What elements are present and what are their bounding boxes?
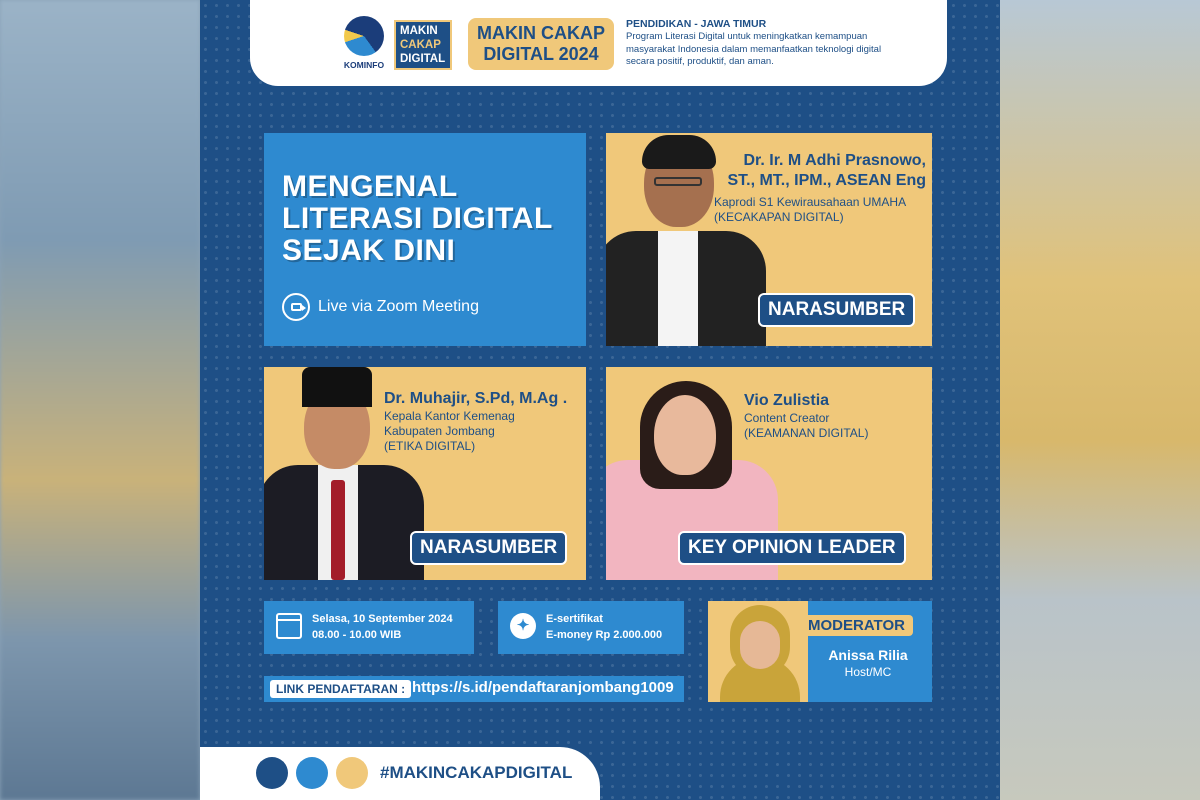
speaker-name: Vio Zulistia (744, 392, 830, 409)
registration-link[interactable]: https://s.id/pendaftaranjombang1009 (412, 679, 674, 696)
speaker-role-text: Content Creator (744, 411, 830, 425)
speaker-role-line-2: Kabupaten Jombang (384, 424, 495, 438)
speaker-name-line-1: Dr. Ir. M Adhi Prasnowo, (743, 152, 926, 169)
program-desc-text: Program Literasi Digital untuk meningkatkan kemampuan masyarakat Indonesia dalam memanfaatkan teknologi digital secara positif, produktif, dan aman. (626, 31, 882, 67)
badge-line-2: DIGITAL 2024 (483, 44, 599, 64)
speaker-name (716, 151, 926, 191)
speaker-tag: NARASUMBER (410, 531, 567, 565)
speaker-role-line-1: Kepala Kantor Kemenag (384, 409, 515, 423)
speaker-topic: (KECAKAPAN DIGITAL) (714, 210, 844, 224)
speaker-card-3 (606, 367, 932, 580)
kominfo-logo (340, 16, 388, 74)
benefit-certificate: E-sertifikat (546, 613, 603, 625)
logo-line-1: MAKIN (400, 25, 438, 37)
speaker-name: Dr. Muhajir, S.Pd, M.Ag . (384, 390, 568, 407)
gift-icon: ✦ (510, 613, 536, 639)
header-banner (250, 0, 947, 86)
speaker-role (744, 411, 868, 441)
badge-line-1: MAKIN CAKAP (477, 23, 605, 43)
background-blur-right (1000, 0, 1200, 800)
speaker-role (714, 195, 906, 225)
moderator-name: Anissa Rilia (828, 647, 908, 663)
moderator-panel (708, 601, 932, 702)
benefits-text (546, 611, 662, 643)
speaker-tag: NARASUMBER (758, 293, 915, 327)
schedule-text (312, 611, 453, 643)
hashtag: #MAKINCAKAPDIGITAL (380, 763, 573, 782)
logo-line-3: DIGITAL (400, 53, 446, 65)
speaker-topic: (ETIKA DIGITAL) (384, 439, 476, 453)
speaker-card-1 (606, 133, 932, 346)
registration-label: LINK PENDAFTARAN : (270, 680, 411, 698)
makin-cakap-digital-logo (394, 20, 452, 70)
event-poster (200, 0, 1000, 800)
event-title-panel (264, 133, 586, 346)
platform-text: Live via Zoom Meeting (318, 298, 479, 315)
speaker-topic: (KEAMANAN DIGITAL) (744, 426, 869, 440)
speaker-role (384, 409, 515, 454)
event-title (282, 171, 553, 267)
speaker-role-text: Kaprodi S1 Kewirausahaan UMAHA (714, 195, 907, 209)
video-camera-icon (282, 293, 310, 321)
kominfo-label: KOMINFO (343, 60, 385, 70)
blue-dot-icon (296, 757, 328, 789)
title-line-1: MENGENAL (282, 170, 458, 203)
moderator-role: Host/MC (844, 665, 892, 679)
title-line-3: SEJAK DINI (282, 234, 456, 267)
kominfo-emblem-icon (344, 16, 384, 56)
title-line-2: LITERASI DIGITAL (282, 202, 553, 235)
logo-line-2: CAKAP (400, 39, 441, 51)
speaker-name-line-2: ST., MT., IPM., ASEAN Eng (727, 172, 926, 189)
navy-dot-icon (256, 757, 288, 789)
moderator-photo (708, 601, 808, 702)
speaker-tag: KEY OPINION LEADER (678, 531, 906, 565)
schedule-time: 08.00 - 10.00 WIB (312, 629, 402, 641)
schedule-date: Selasa, 10 September 2024 (312, 613, 453, 625)
program-title: PENDIDIKAN - JAWA TIMUR (626, 18, 767, 30)
moderator-tag: MODERATOR (800, 615, 913, 636)
footer-bar (200, 747, 600, 800)
background-blur-left (0, 0, 200, 800)
calendar-icon (276, 613, 302, 639)
benefits-panel (498, 601, 684, 654)
benefit-emoney: E-money Rp 2.000.000 (546, 629, 663, 641)
speaker-card-2 (264, 367, 586, 580)
gold-dot-icon (336, 757, 368, 789)
registration-bar (264, 676, 684, 702)
program-description (626, 18, 906, 68)
schedule-panel (264, 601, 474, 654)
platform-info (282, 293, 479, 321)
program-badge (468, 18, 614, 70)
